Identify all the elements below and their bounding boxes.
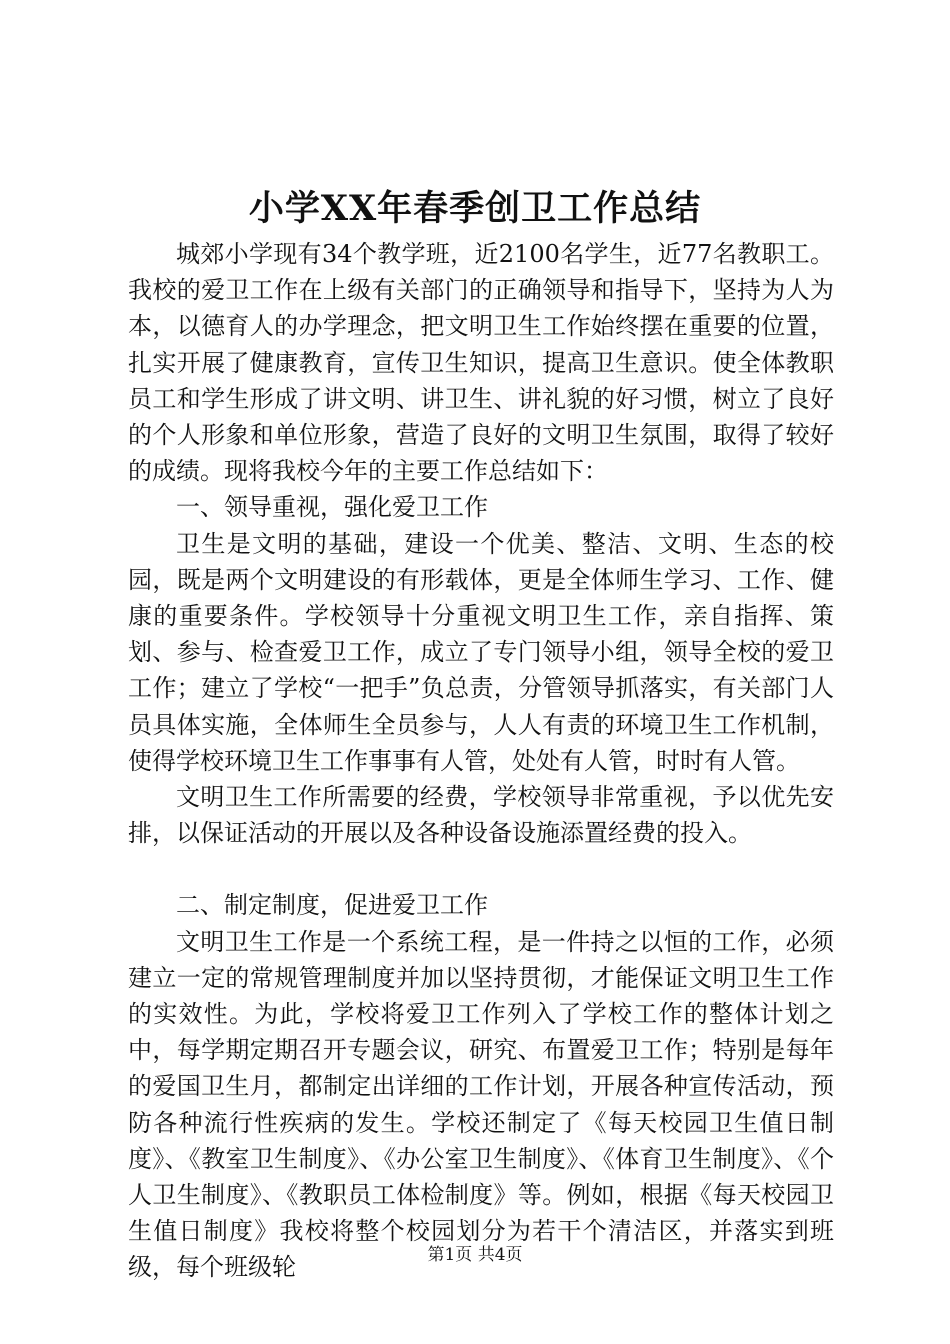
document-body bbox=[128, 236, 834, 1286]
section-heading-2: 二、制定制度，促进爱卫工作 bbox=[176, 891, 488, 920]
paragraph-intro: 城郊小学现有34个教学班，近2100名学生，近77名教职工。我校的爱卫工作在上级有关部门的正确领导和指导下，坚持为人为本，以德育人的办学理念，把文明卫生工作始终摆在重要的位置，扎实开展了健康教育，宣传卫生知识，提高卫生意识。使全体教职员工和学生形成了讲文明、讲卫生、讲礼貌的好习惯，树立了良好的个人形象和单位形象，营造了良好的文明卫生氛围，取得了较好的成绩。现将我校今年的主要工作总结如下： bbox=[128, 240, 834, 486]
paragraph-leadership: 卫生是文明的基础，建设一个优美、整洁、文明、生态的校园，既是两个文明建设的有形载体，更是全体师生学习、工作、健康的重要条件。学校领导十分重视文明卫生工作，亲自指挥、策划、参与、检查爱卫工作，成立了专门领导小组，领导全校的爱卫工作；建立了学校“一把手”负总责，分管领导抓落实，有关部门人员具体实施，全体师生全员参与，人人有责的环境卫生工作机制，使得学校环境卫生工作事事有人管，处处有人管，时时有人管。 bbox=[128, 529, 834, 775]
section-heading-1: 一、领导重视，强化爱卫工作 bbox=[176, 493, 488, 522]
page-number-footer: 第1页 共4页 bbox=[427, 1245, 523, 1265]
paragraph-funding: 文明卫生工作所需要的经费，学校领导非常重视，予以优先安排，以保证活动的开展以及各种设备设施添置经费的投入。 bbox=[128, 783, 834, 848]
blank-line bbox=[128, 851, 834, 887]
document-title: 小学XX年春季创卫工作总结 bbox=[248, 188, 702, 229]
paragraph-rules: 文明卫生工作是一个系统工程，是一件持之以恒的工作，必须建立一定的常规管理制度并加以坚持贯彻，才能保证文明卫生工作的实效性。为此，学校将爱卫工作列入了学校工作的整体计划之中，每学期定期召开专题会议，研究、布置爱卫工作；特别是每年的爱国卫生月，都制定出详细的工作计划，开展各种宣传活动，预防各种流行性疾病的发生。学校还制定了《每天校园卫生值日制度》、《教室卫生制度》、《办公室卫生制度》、《体育卫生制度》、《个人卫生制度》、《教职员工体检制度》等。例如，根据《每天校园卫生值日制度》我校将整个校园划分为若干个清洁区，并落实到班级，每个班级轮 bbox=[128, 927, 834, 1282]
